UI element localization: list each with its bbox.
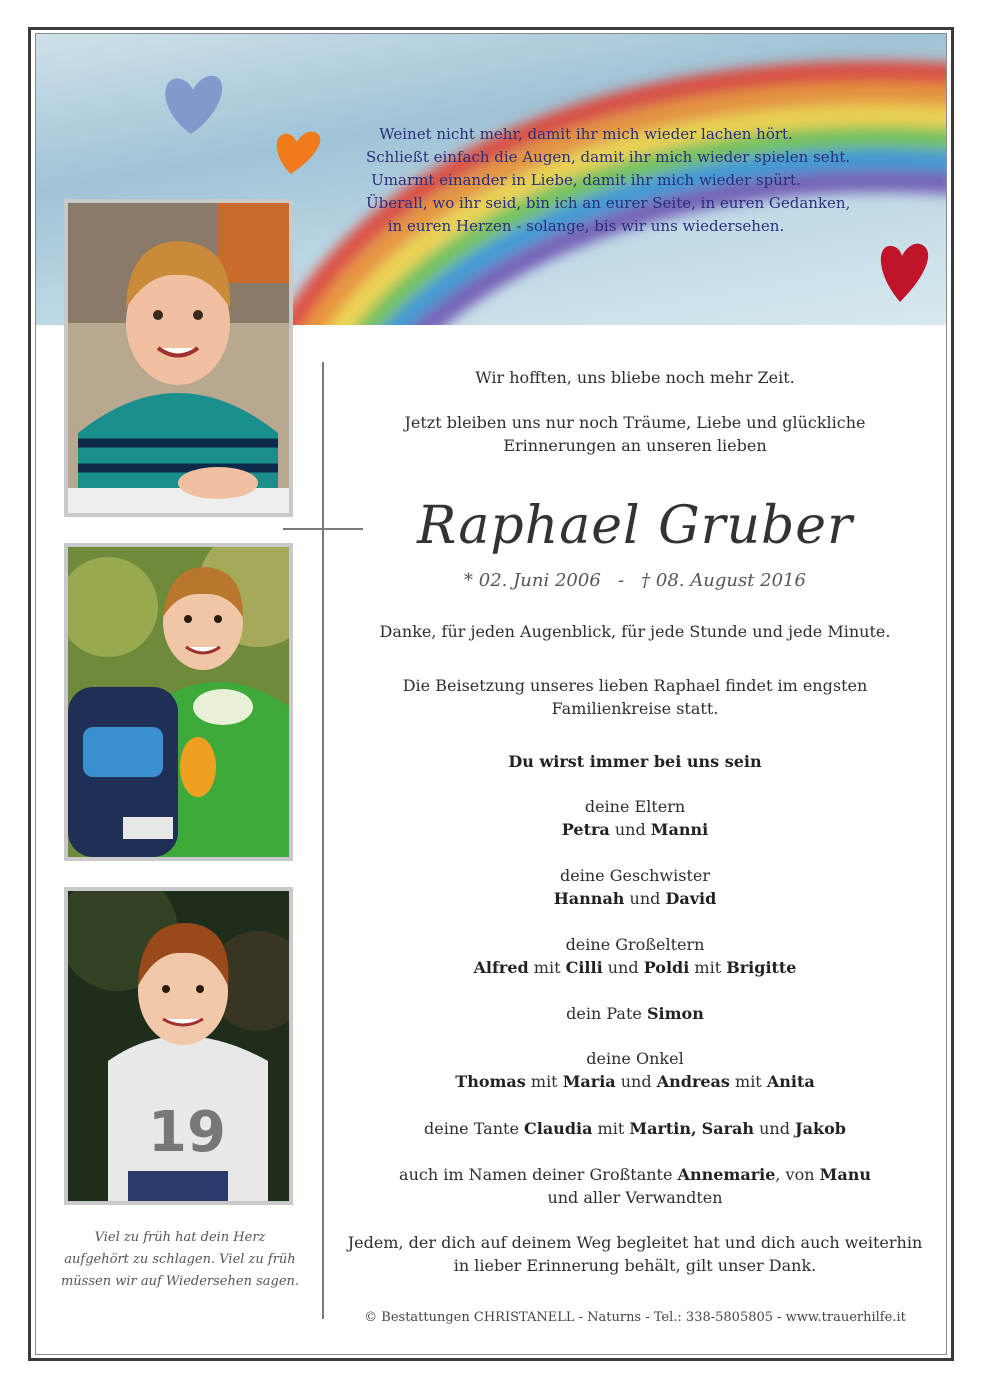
grandparents-label: deine Großeltern xyxy=(565,935,705,954)
cross-vertical-line xyxy=(322,362,324,1319)
relatives-line-2: und aller Verwandten xyxy=(547,1188,723,1207)
svg-text:19: 19 xyxy=(148,1100,226,1165)
motto xyxy=(340,750,930,773)
poem xyxy=(366,123,851,238)
heart-blue-icon xyxy=(165,76,222,134)
closing-line: in lieber Erinnerung behält, gilt unser Dank. xyxy=(453,1256,817,1275)
caption-line: aufgehört zu schlagen. Viel zu früh xyxy=(64,1252,296,1267)
relatives-line: auch im Namen deiner Großtante Annemarie, von Manu xyxy=(399,1165,871,1184)
poem-line: Schließt einfach die Augen, damit ihr mich wieder spielen seht. xyxy=(366,148,851,166)
uncles-label: deine Onkel xyxy=(586,1049,684,1068)
life-dates: * 02. Juni 2006 - † 08. August 2016 xyxy=(464,570,806,591)
parents-names: Petra und Manni xyxy=(561,820,709,839)
photo-caption xyxy=(60,1227,300,1293)
relatives-block xyxy=(340,1163,930,1209)
burial-line: Familienkreise statt. xyxy=(551,699,719,718)
poem-line: Überall, wo ihr seid, bin ich an eurer Seite, in euren Gedanken, xyxy=(366,194,851,212)
burial-block xyxy=(340,674,930,720)
thanks-line: Danke, für jeden Augenblick, für jede Stunde und jede Minute. xyxy=(379,622,891,641)
heart-orange-icon xyxy=(277,132,321,174)
footer-credit: © Bestattungen CHRISTANELL - Naturns - Tel.: 338-5805805 - www.trauerhilfe.it xyxy=(364,1310,906,1325)
uncles-names: Thomas mit Maria und Andreas mit Anita xyxy=(455,1072,815,1091)
intro-block xyxy=(340,411,930,457)
grandparents-block xyxy=(340,933,930,979)
closing-line: Jedem, der dich auf deinem Weg begleitet hat und dich auch weiterhin xyxy=(347,1233,923,1252)
caption-line: Viel zu früh hat dein Herz xyxy=(94,1230,266,1245)
aunt-line: deine Tante Claudia mit Martin, Sarah und Jakob xyxy=(424,1119,846,1138)
intro-line-1: Wir hofften, uns bliebe noch mehr Zeit. xyxy=(475,368,795,387)
motto-text: Du wirst immer bei uns sein xyxy=(508,752,762,771)
intro-line: Jetzt bleiben uns nur noch Träume, Liebe und glückliche xyxy=(404,413,866,432)
closing-block xyxy=(340,1231,930,1277)
siblings-block xyxy=(340,864,930,910)
caption-line: müssen wir auf Wiedersehen sagen. xyxy=(60,1274,300,1289)
poem-line: in euren Herzen - solange, bis wir uns wiedersehen. xyxy=(387,217,785,235)
uncles-block xyxy=(340,1047,930,1093)
siblings-names: Hannah und David xyxy=(553,889,717,908)
poem-line: Weinet nicht mehr, damit ihr mich wieder lachen hört. xyxy=(379,125,793,143)
grandparents-names: Alfred mit Cilli und Poldi mit Brigitte xyxy=(473,958,797,977)
burial-line: Die Beisetzung unseres lieben Raphael findet im engsten xyxy=(402,676,868,695)
poem-line: Umarmt einander in Liebe, damit ihr mich wieder spürt. xyxy=(371,171,801,189)
photo-boy-schoolbag xyxy=(64,543,293,861)
godfather-line: dein Pate Simon xyxy=(566,1004,704,1023)
deceased-name: Raphael Gruber xyxy=(417,496,853,556)
intro-line: Erinnerungen an unseren lieben xyxy=(503,436,767,455)
photo-boy-writing xyxy=(64,199,293,517)
parents-block xyxy=(340,795,930,841)
siblings-label: deine Geschwister xyxy=(560,866,710,885)
parents-label: deine Eltern xyxy=(584,797,686,816)
heart-red-icon xyxy=(881,244,928,302)
photo-boy-tshirt xyxy=(64,887,293,1205)
